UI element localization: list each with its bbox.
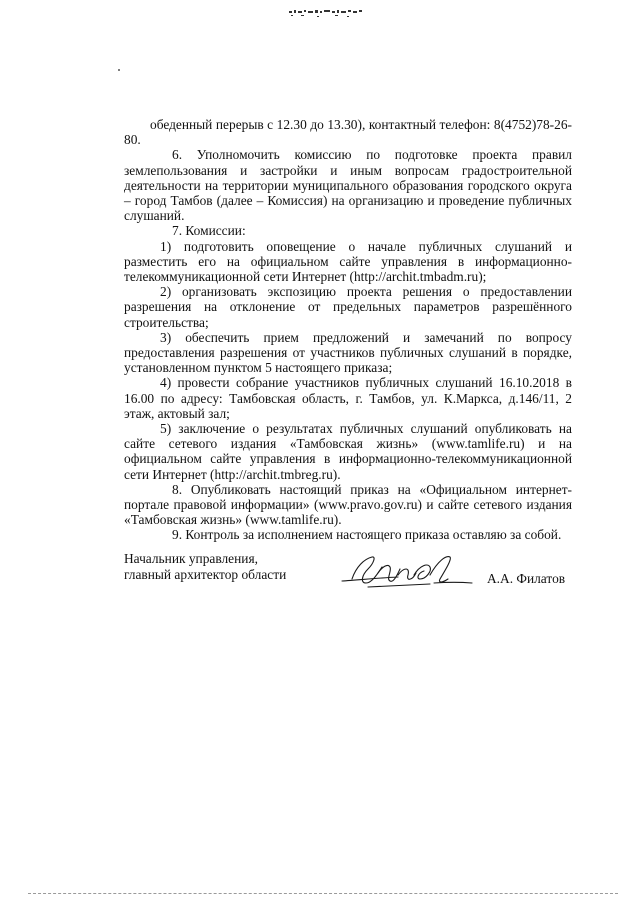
paragraph-6: 6. Уполномочить комиссию по подготовке проекта правил землепользования и застройки и иным вопросам градостроительной деятельности на территории муниципального образования городского округа – город Тамбов (далее – Комиссия) на организацию и проведение публичных слушаний. <box>124 147 572 224</box>
paragraph-9: 9. Контроль за исполнением настоящего приказа оставляю за собой. <box>172 527 562 543</box>
paragraph-7-1: 1) подготовить оповещение о начале публичных слушаний и разместить его на официальном сайте управления в информационно-телекоммуникационной сети Интернет (http://archit.tmbadm.ru); <box>124 238 572 285</box>
signatory-name: А.А. Филатов <box>487 571 566 586</box>
paragraph-lunch-break: обеденный перерыв с 12.30 до 13.30), контактный телефон: 8(4752)78-26-80. <box>124 117 572 148</box>
paragraph-8: 8. Опубликовать настоящий приказ на «Официальном интернет-портале правовой информации» (www.pravo.gov.ru) и сайте сетевого издания «Тамбовская жизнь» (www.tamlife.ru). <box>124 481 572 528</box>
paragraph-7-2: 2) организовать экспозицию проекта решения о предоставлении разрешения на отклонение от предельных параметров разрешённого строительства; <box>124 284 572 330</box>
paragraph-7-4: 4) провести собрание участников публичных слушаний 16.10.2018 в 16.00 по адресу: Тамбовская область, г. Тамбов, ул. К.Маркса, д.146/11, 2 этаж, актовый зал; <box>124 375 572 421</box>
signatory-position-line-2: главный архитектор области <box>124 567 287 582</box>
signatory-position-line-1: Начальник управления, <box>124 551 258 566</box>
document-body <box>124 117 572 543</box>
scan-speck <box>118 69 120 71</box>
paragraph-7: 7. Комиссии: <box>172 223 246 239</box>
paragraph-7-5: 5) заключение о результатах публичных слушаний опубликовать на сайте сетевого издания «Тамбовская жизнь» (www.tamlife.ru) и на официальном сайте управления в информационно-телекоммуникационной сети Интернет (http://archit.tmbreg.ru). <box>124 421 572 482</box>
signatory-position <box>124 551 286 583</box>
stamp-mark-icon <box>287 6 365 20</box>
handwritten-signature <box>338 553 478 595</box>
page-bottom-edge <box>28 893 618 894</box>
paragraph-7-3: 3) обеспечить прием предложений и замечаний по вопросу предоставления разрешения от участников публичных слушаний в порядке, установленном пунктом 5 настоящего приказа; <box>124 329 572 376</box>
